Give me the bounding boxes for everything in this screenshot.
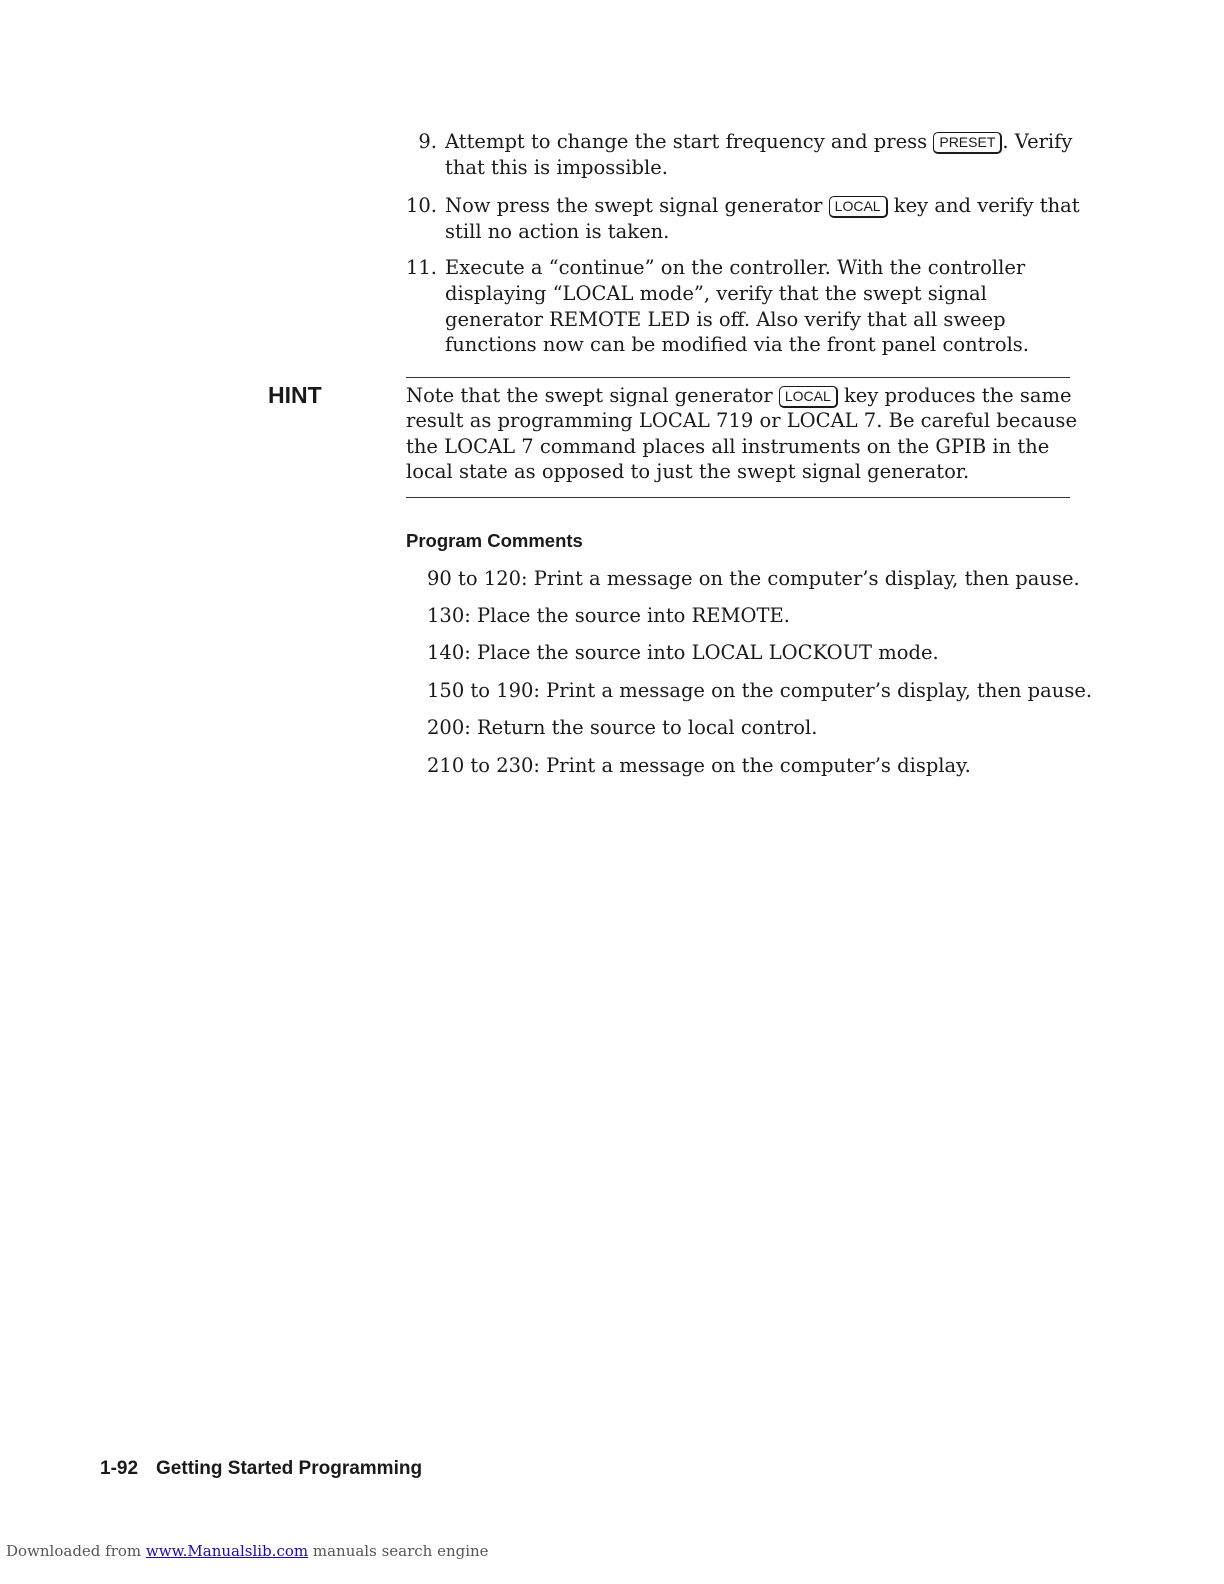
step-text: Execute a “continue” on the controller. With the controller <box>445 256 1026 279</box>
hint-top-rule <box>406 377 1070 378</box>
comment-item: 150 to 190: Print a message on the computer’s display, then pause. <box>427 679 1093 702</box>
comment-item: 200: Return the source to local control. <box>427 716 818 739</box>
comment-item: 210 to 230: Print a message on the computer’s display. <box>427 754 971 777</box>
step-number: 9. <box>418 130 437 153</box>
page-number: 1-92 <box>100 1458 139 1479</box>
hint-text-line: result as programming LOCAL 719 or LOCAL 7. Be careful because <box>406 409 1077 432</box>
step-text: displaying “LOCAL mode”, verify that the swept signal <box>445 282 987 305</box>
step-text: still no action is taken. <box>445 220 670 243</box>
manualslib-link[interactable]: www.Manualslib.com <box>145 1542 309 1560</box>
comment-item: 90 to 120: Print a message on the computer’s display, then pause. <box>427 567 1080 590</box>
step-text: generator REMOTE LED is off. Also verify that all sweep <box>445 308 1006 331</box>
step-text: functions now can be modified via the front panel controls. <box>445 333 1030 356</box>
hint-bottom-rule <box>406 497 1070 498</box>
hint-text-line: the LOCAL 7 command places all instruments on the GPIB in the <box>406 435 1050 458</box>
step-number: 11. <box>405 256 437 279</box>
step-text: Attempt to change the start frequency and press PRESET . Verify <box>445 130 1073 153</box>
hint-text-line: local state as opposed to just the swept signal generator. <box>406 460 970 483</box>
step-number: 10. <box>405 194 437 217</box>
local-key: LOCAL <box>829 196 888 218</box>
hint-text-line: Note that the swept signal generator LOCAL key produces the same <box>406 384 1072 407</box>
page-footer <box>100 1458 422 1480</box>
comment-item: 140: Place the source into LOCAL LOCKOUT mode. <box>427 641 939 664</box>
download-note: Downloaded from www.Manualslib.com manuals search engine <box>6 1542 489 1560</box>
step-text: Now press the swept signal generator LOCAL key and verify that <box>445 194 1080 217</box>
preset-key: PRESET <box>933 132 1002 154</box>
section-title: Program Comments <box>406 530 583 551</box>
comment-item: 130: Place the source into REMOTE. <box>427 604 790 627</box>
local-key: LOCAL <box>779 386 838 408</box>
step-text: that this is impossible. <box>445 156 668 179</box>
footer-section-title: Getting Started Programming <box>156 1458 423 1479</box>
hint-label: HINT <box>268 382 322 408</box>
